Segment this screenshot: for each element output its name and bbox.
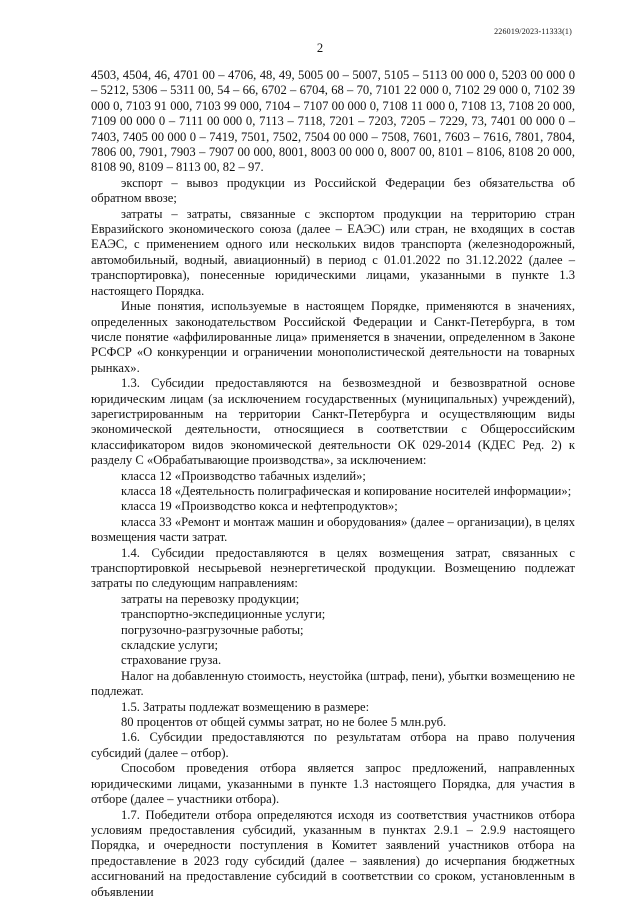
document-paragraph: класса 33 «Ремонт и монтаж машин и оборудования» (далее – организации), в целях возмещения части затрат. — [91, 514, 575, 545]
page-number: 2 — [316, 41, 324, 55]
document-paragraph: страхование груза. — [121, 653, 222, 668]
document-paragraph: складские услуги; — [121, 638, 219, 653]
document-paragraph: 1.5. Затраты подлежат возмещению в размере: — [121, 699, 370, 714]
document-paragraph: экспорт – вывоз продукции из Российской Федерации без обязательства об обратном ввозе; — [91, 175, 575, 206]
document-registration-number: 226019/2023-11333(1) — [494, 27, 572, 36]
document-paragraph: 1.3. Субсидии предоставляются на безвозмездной и безвозвратной основе юридическим лицам (за исключением государственных (муниципальных) учреждений), зарегистрированным на территории Санкт-Петербурга и осуществляющим виды экономической деятельности, относящиеся в соответствии с Общероссийским классификатором видов экономической деятельности ОК 029-2014 (КДЕС Ред. 2) к разделу С «Обрабатывающие производства», за исключением: — [91, 376, 575, 468]
document-paragraph: 4503, 4504, 46, 4701 00 – 4706, 48, 49, 5005 00 – 5007, 5105 – 5113 00 000 0, 5203 00 000 0 – 5212, 5306 – 5311 00, 54 – 66, 6702 – 6704, 68 – 70, 7101 22 000 0, 7102 29 000 0, 7102 39 000 0, 7103 91 000, 7103 99 000, 7104 – 7107 00 000 0, 7108 11 000 0, 7108 13, 7108 20 000, 7109 00 000 0 – 7111 00 000 0, 7113 – 7118, 7201 – 7203, 7205 – 7229, 73, 7401 00 000 0 – 7403, 7405 00 000 0 – 7419, 7501, 7502, 7504 00 000 – 7508, 7601, 7603 – 7616, 7801, 7804, 7806 00, 7901, 7903 – 7907 00 000, 8001, 8003 00 000 0, 8007 00, 8101 – 8106, 8108 20 000, 8108 90, 8109 – 8113 00, 82 – 97. — [91, 68, 575, 175]
document-paragraph: Налог на добавленную стоимость, неустойка (штраф, пени), убытки возмещению не подлежат. — [91, 668, 575, 699]
document-body — [91, 68, 575, 900]
document-paragraph: 1.4. Субсидии предоставляются в целях возмещения затрат, связанных с транспортировкой несырьевой неэнергетической продукции. Возмещению подлежат затраты по следующим направлениям: — [91, 545, 575, 591]
document-paragraph: класса 18 «Деятельность полиграфическая и копирование носителей информации»; — [121, 483, 572, 498]
document-paragraph: 1.6. Субсидии предоставляются по результатам отбора на право получения субсидий (далее – отбор). — [91, 730, 575, 760]
document-paragraph: погрузочно-разгрузочные работы; — [121, 622, 304, 637]
document-paragraph: класса 19 «Производство кокса и нефтепродуктов»; — [121, 499, 398, 514]
document-paragraph: 1.7. Победители отбора определяются исходя из соответствия участников отбора условиям предоставления субсидий, указанным в пунктах 2.9.1 – 2.9.9 настоящего Порядка, и очередности поступления в Комитет заявлений участников отбора на предоставление в 2023 году субсидий (далее – заявления) до исчерпания бюджетных ассигнований на предоставление субсидий в соответствии со сроком, установленным в объявлении — [91, 807, 575, 899]
document-paragraph: транспортно-экспедиционные услуги; — [121, 607, 326, 622]
document-paragraph: 80 процентов от общей суммы затрат, но не более 5 млн.руб. — [121, 715, 447, 730]
document-paragraph: затраты на перевозку продукции; — [121, 591, 300, 606]
document-paragraph: затраты – затраты, связанные с экспортом продукции на территорию стран Евразийского экономического союза (далее – ЕАЭС) или стран, не входящих в состав ЕАЭС, с применением одного или нескольких видов транспорта (железнодорожный, автомобильный, водный, авиационный) в период с 01.01.2022 по 31.12.2022 (далее – транспортировка), понесенные юридическими лицами, указанными в пункте 1.3 настоящего Порядка. — [91, 206, 575, 298]
document-paragraph: Способом проведения отбора является запрос предложений, направленных юридическими лицами, указанными в пункте 1.3 настоящего Порядка, для участия в отборе (далее – участники отбора). — [91, 761, 575, 807]
document-paragraph: класса 12 «Производство табачных изделий»; — [121, 468, 366, 483]
document-paragraph: Иные понятия, используемые в настоящем Порядке, применяются в значениях, определенных законодательством Российской Федерации и Санкт-Петербурга, в том числе понятие «аффилированные лица» применяется в значении, определенном в Законе РСФСР «О конкуренции и ограничении монополистической деятельности на товарных рынках». — [91, 299, 575, 375]
